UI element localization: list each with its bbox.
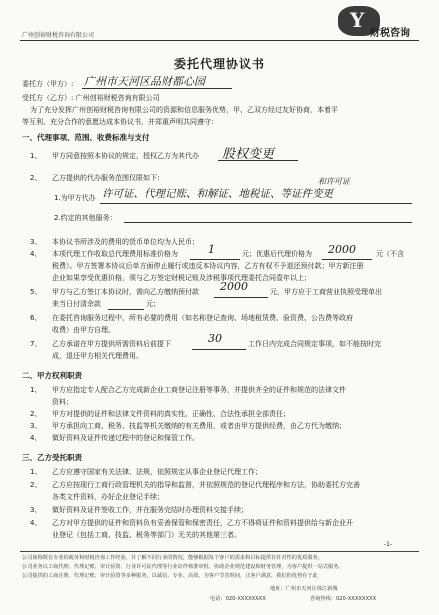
footer-hotline: 咨询热线：020-XXXXXXXX: [310, 596, 377, 602]
s1-item-2: 乙方提供的代办服务范围仅限如下：: [52, 174, 164, 182]
footer-tel: 电话：020-XXXXXXXX: [210, 596, 266, 602]
footer-note-3: 公司提供的工商注册、代理记账、审计验资等多种服务，以诚信、专业、高效、为客户节省时间、让客户满意，我们的优势在于此: [22, 573, 318, 579]
s2-item-1-line-1: 甲方应指定专人配合乙方完成新企业工商登记注册等事务，并提供齐全的证件和规范的法律文件: [52, 386, 346, 394]
s1-item-7-line-2: 成，退还甲方相关代理费用。: [52, 352, 143, 360]
footer-note-2: 公司业务以工商代理、代理记账、审计验资、行业许可证代理等行业证件核准审批、协助企业规范建设和财务管理，为客户提供一站式服务。: [22, 564, 344, 570]
s1-sub-1-label: 1.为甲方代办: [54, 194, 96, 202]
s2-num-2: 2、: [30, 410, 42, 418]
s1-item-6-line-2: 收费）由甲方自理。: [52, 326, 115, 334]
s1-item-5-line-2-b: 元；: [146, 300, 160, 308]
s1-item-7-underline: [192, 349, 246, 350]
s1-num-4: 4、: [30, 250, 42, 258]
s1-item-4-handwritten-2: 2000: [328, 243, 356, 256]
s1-item-1: 甲方同意按照本协议的规定，授权乙方为其代办: [52, 152, 199, 160]
s1-item-7-a: 乙方承诺在甲方提供所需资料后前提下: [52, 340, 171, 348]
s2-item-2: 甲方对提供的证件和法律文件资料的真实性、正确性、合法性承担全部责任；: [52, 410, 290, 418]
section-3-heading: 三、乙方受托职责: [22, 453, 82, 462]
footer-address: 地址：广州市天河区珠江新城: [270, 586, 338, 592]
s2-num-1: 1、: [30, 386, 42, 394]
s1-sub1-handwritten-note: 和许可证: [318, 177, 350, 186]
s3-num-4: 4、: [30, 519, 42, 527]
section-2-heading: 二、甲方权利职责: [22, 371, 82, 380]
s2-item-4: 做好资料及证件传递过程中的登记和保管工作。: [52, 434, 199, 442]
party-a-handwritten: 广州市天河区品财都心园: [84, 75, 205, 88]
s1-item-6-line-1: 在委托咨询服务过程中，所有必要的费用（如名称登记查询、场地租赁费、验资费、公告费等政府: [52, 314, 353, 322]
s1-num-5: 5、: [30, 288, 42, 296]
s1-num-2: 2、: [30, 174, 42, 182]
s1-item-4-a: 本项代理工作收取总代理费用标准价格为: [52, 250, 178, 258]
s3-num-2: 2、: [30, 481, 42, 489]
s2-num-4: 4、: [30, 434, 42, 442]
s1-item-5-handwritten: 2000: [220, 280, 248, 293]
s1-num-3: 3、: [30, 238, 42, 246]
logo-y-glyph: Y: [350, 8, 365, 32]
footer-note-1: 公司简称既有专业的税务和财税咨询工作经验，并了解不同行业的情况，能够根据每个客户的需求和目标提供有针对性的优质服务。: [22, 555, 323, 561]
s1-num-7: 7、: [30, 340, 42, 348]
s2-num-3: 3、: [30, 422, 42, 430]
party-b-label: 受托方（乙方）: 广州创裕财税咨询有限公司: [22, 94, 160, 102]
party-a-label: 委托方（甲方）:: [22, 80, 74, 88]
s3-item-3: 做好资料及证件签收工作，并在服务完结时办理资料交接手续；: [52, 506, 248, 514]
s1-num-1: 1、: [30, 152, 42, 160]
s1-item-1-underline: [218, 160, 298, 161]
intro-line-2: 等互利、充分合作的意愿达成本协议书，并郑重声明共同遵守：: [22, 118, 218, 126]
s1-item-4-c: 元（不含: [376, 250, 404, 258]
section-1-heading: 一、代理事项、范围、收费标准与支付: [22, 133, 150, 142]
s2-item-1-line-2: 资料；: [52, 398, 73, 406]
s1-item-5-b: 元，甲方应于工商营业执照受理单出: [270, 288, 382, 296]
s1-item-1-handwritten: 股权变更: [222, 147, 275, 162]
s1-item-5-line-2-a: 来当日付清余款: [52, 300, 101, 308]
header-divider: [20, 40, 419, 41]
s1-item-4-underline-2: [322, 259, 372, 260]
header-company-name: 广州创裕财税咨询有限公司: [22, 32, 95, 39]
s2-item-3: 甲方承担向工商、税务、技监等机关缴纳的有关费用，或者由甲方提供经费，由乙方代为缴纳；: [52, 422, 346, 430]
s3-item-2-line-2: 各类文件资料，办好企业登记手续；: [52, 493, 164, 501]
s1-item-4-line-2: 税费）。甲方签署本协议后单方面停止履行或违反本协议内容，乙方有权不予退还预付款；甲方新注册: [52, 262, 364, 270]
s1-sub-2-underline: [124, 222, 412, 223]
s1-num-6: 6、: [30, 314, 42, 322]
s1-item-3: 本协议书所涉及的费用的货币单位均为人民币；: [52, 238, 199, 246]
s1-item-4-line-3: 企业如果享受优惠价格，须与乙方签定财税记账及涉税事项代理委托合同壹年以上；: [52, 274, 311, 282]
s1-item-7-handwritten: 30: [208, 332, 222, 345]
s1-item-5-a: 甲方与乙方签订本协议时，需向乙方缴纳预付款: [52, 288, 199, 296]
party-a-underline: [82, 88, 232, 89]
intro-line-1: 为了充分发挥广州创裕财税咨询有限公司的资源和信息服务优势，甲、乙双方经过友好协商，本着平: [30, 106, 338, 114]
s3-num-1: 1、: [30, 468, 42, 476]
s1-item-4-b: 元；优惠后代理价格为: [242, 250, 312, 258]
s3-item-2-line-1: 乙方应按现行工商行政管理机关的指导和监督，并依照规范的登记代理程序和方法，协助委托方完善: [52, 481, 360, 489]
footer-divider: [20, 551, 419, 552]
s1-item-5-underline-1: [214, 297, 268, 298]
s1-sub-1-handwritten: 许可证、代理记账、和解证、地税证、等证件变更: [102, 188, 333, 200]
document-title: 委托代理协议书: [173, 57, 265, 71]
s1-item-7-b: 工作日内完成合同规定事项，如不能按时完: [248, 340, 381, 348]
s1-item-4-underline-1: [190, 259, 240, 260]
s1-sub-2-label: 2.约定的其他服务：: [54, 214, 117, 222]
s3-item-4-line-1: 乙方对甲方提供的证件和资料负有妥善保管和保密责任，乙方不得将证件和资料提供给与新企业开: [52, 519, 353, 527]
s3-item-1: 乙方应遵守国家有关法律、法规，依照规定从事企业登记代理工作；: [52, 468, 262, 476]
s1-sub-1-underline: [100, 203, 412, 204]
logo-name: 财税咨询: [370, 28, 410, 39]
s1-item-5-underline-2: [108, 309, 144, 310]
s3-num-3: 3、: [30, 506, 42, 514]
s1-item-4-handwritten-1: 1: [208, 243, 215, 256]
s3-item-4-line-2: 业登记（包括工商、技监、税务等部门）无关的其他第三者。: [52, 531, 241, 539]
page-number: -1-: [384, 541, 393, 548]
